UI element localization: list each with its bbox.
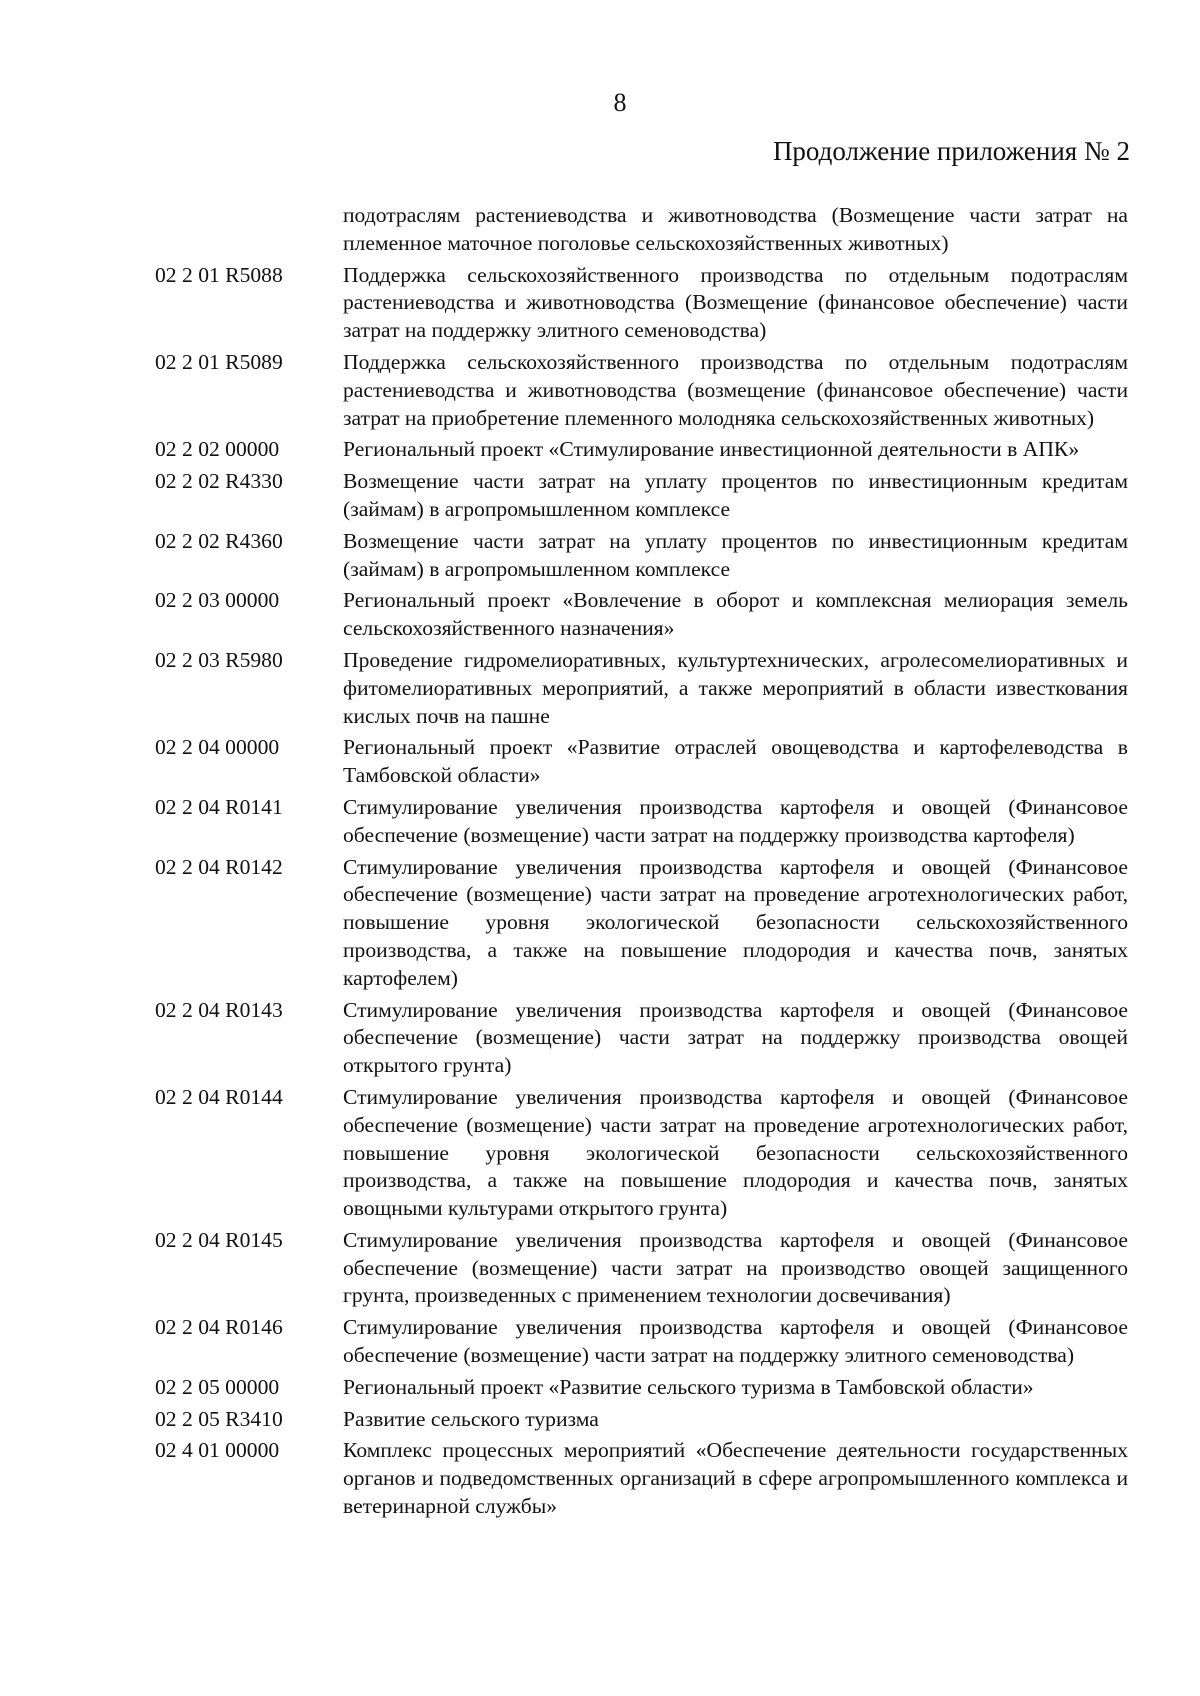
budget-entry-row [155, 1084, 1130, 1223]
budget-description: Стимулирование увеличения производства картофеля и овощей (Финансовое обеспечение (возмещение) части затрат на поддержку производства овощей открытого грунта) [343, 997, 1128, 1078]
budget-description: Стимулирование увеличения производства картофеля и овощей (Финансовое обеспечение (возмещение) части затрат на проведение агротехнологических работ, повышение уровня экологической безопасности сельскохозяйственного производства, а также на повышение плодородия и качества почв, занятых овощными культурами открытого грунта) [343, 1084, 1128, 1221]
budget-entry-row [155, 528, 1130, 584]
page-number: 8 [613, 88, 627, 117]
budget-code: 02 2 04 R0141 [155, 794, 283, 819]
budget-entry-row [155, 734, 1130, 790]
budget-entry-row [155, 794, 1130, 850]
budget-entry-row [155, 349, 1130, 432]
budget-entry-row [155, 1314, 1130, 1370]
budget-entry-row [155, 647, 1130, 730]
budget-description: подотраслям растениеводства и животноводства (Возмещение части затрат на племенное маточное поголовье сельскохозяйственных животных) [343, 203, 1128, 255]
budget-entry-row [155, 436, 1130, 464]
budget-description: Проведение гидромелиоративных, культуртехнических, агролесомелиоративных и фитомелиоративных мероприятий, а также мероприятий в области известкования кислых почв на пашне [343, 647, 1128, 728]
budget-code: 02 2 02 R4330 [155, 469, 283, 494]
budget-description: Возмещение части затрат на уплату процентов по инвестиционным кредитам (займам) в агропромышленном комплексе [343, 528, 1128, 581]
appendix-title: Продолжение приложения № 2 [772, 136, 1130, 166]
budget-entry-row [155, 1437, 1130, 1520]
budget-entry-row [155, 1227, 1130, 1310]
budget-entry-row [155, 587, 1130, 643]
budget-description: Региональный проект «Стимулирование инвестиционной деятельности в АПК» [343, 437, 1080, 462]
budget-code: 02 2 03 00000 [155, 588, 280, 613]
budget-entry-row [155, 202, 1130, 258]
budget-description: Стимулирование увеличения производства картофеля и овощей (Финансовое обеспечение (возмещение) части затрат на производство овощей защищенного грунта, произведенных с применением технологии досвечивания) [343, 1227, 1128, 1308]
budget-code: 02 2 04 R0144 [155, 1084, 283, 1109]
budget-description: Развитие сельского туризма [343, 1406, 599, 1431]
budget-entry-row [155, 1374, 1130, 1402]
budget-code: 02 2 04 00000 [155, 735, 280, 760]
budget-description: Региональный проект «Развитие отраслей овощеводства и картофелеводства в Тамбовской области» [343, 735, 1128, 788]
budget-code: 02 4 01 00000 [155, 1438, 280, 1463]
budget-code: 02 2 04 R0145 [155, 1227, 283, 1252]
budget-description: Комплекс процессных мероприятий «Обеспечение деятельности государственных органов и подведомственных организаций в сфере агропромышленного комплекса и ветеринарной службы» [343, 1438, 1128, 1519]
budget-entry-row [155, 854, 1130, 993]
budget-description: Региональный проект «Развитие сельского туризма в Тамбовской области» [343, 1374, 1034, 1399]
budget-description: Возмещение части затрат на уплату процентов по инвестиционным кредитам (займам) в агропромышленном комплексе [343, 469, 1128, 521]
budget-code: 02 2 02 R4360 [155, 528, 283, 553]
budget-code: 02 2 01 R5088 [155, 262, 283, 287]
budget-code: 02 2 05 R3410 [155, 1406, 283, 1431]
budget-entry-row [155, 262, 1130, 345]
budget-code: 02 2 03 R5980 [155, 647, 283, 672]
budget-description: Стимулирование увеличения производства картофеля и овощей (Финансовое обеспечение (возмещение) части затрат на поддержку элитного семеноводства) [343, 1315, 1128, 1368]
budget-code: 02 2 02 00000 [155, 437, 280, 462]
budget-code: 02 2 04 R0142 [155, 854, 283, 879]
budget-description: Региональный проект «Вовлечение в оборот и комплексная мелиорация земель сельскохозяйственного назначения» [343, 588, 1128, 641]
entry-list [155, 202, 1130, 1525]
budget-entry-row [155, 1406, 1130, 1434]
budget-description: Стимулирование увеличения производства картофеля и овощей (Финансовое обеспечение (возмещение) части затрат на поддержку производства картофеля) [343, 794, 1128, 847]
budget-description: Поддержка сельскохозяйственного производства по отдельным подотраслям растениеводства и животноводства (Возмещение (финансовое обеспечение) части затрат на поддержку элитного семеноводства) [343, 262, 1128, 343]
budget-description: Поддержка сельскохозяйственного производства по отдельным подотраслям растениеводства и животноводства (возмещение (финансовое обеспечение) части затрат на приобретение племенного молодняка сельскохозяйственных животных) [343, 349, 1128, 430]
budget-code: 02 2 01 R5089 [155, 349, 283, 374]
budget-description: Стимулирование увеличения производства картофеля и овощей (Финансовое обеспечение (возмещение) части затрат на проведение агротехнологических работ, повышение уровня экологической безопасности сельскохозяйственного производства, а также на повышение плодородия и качества почв, занятых картофелем) [343, 854, 1128, 990]
budget-entry-row [155, 468, 1130, 524]
budget-code: 02 2 04 R0146 [155, 1315, 283, 1340]
budget-code: 02 2 04 R0143 [155, 997, 283, 1022]
budget-code: 02 2 05 00000 [155, 1374, 280, 1399]
budget-entry-row [155, 997, 1130, 1080]
